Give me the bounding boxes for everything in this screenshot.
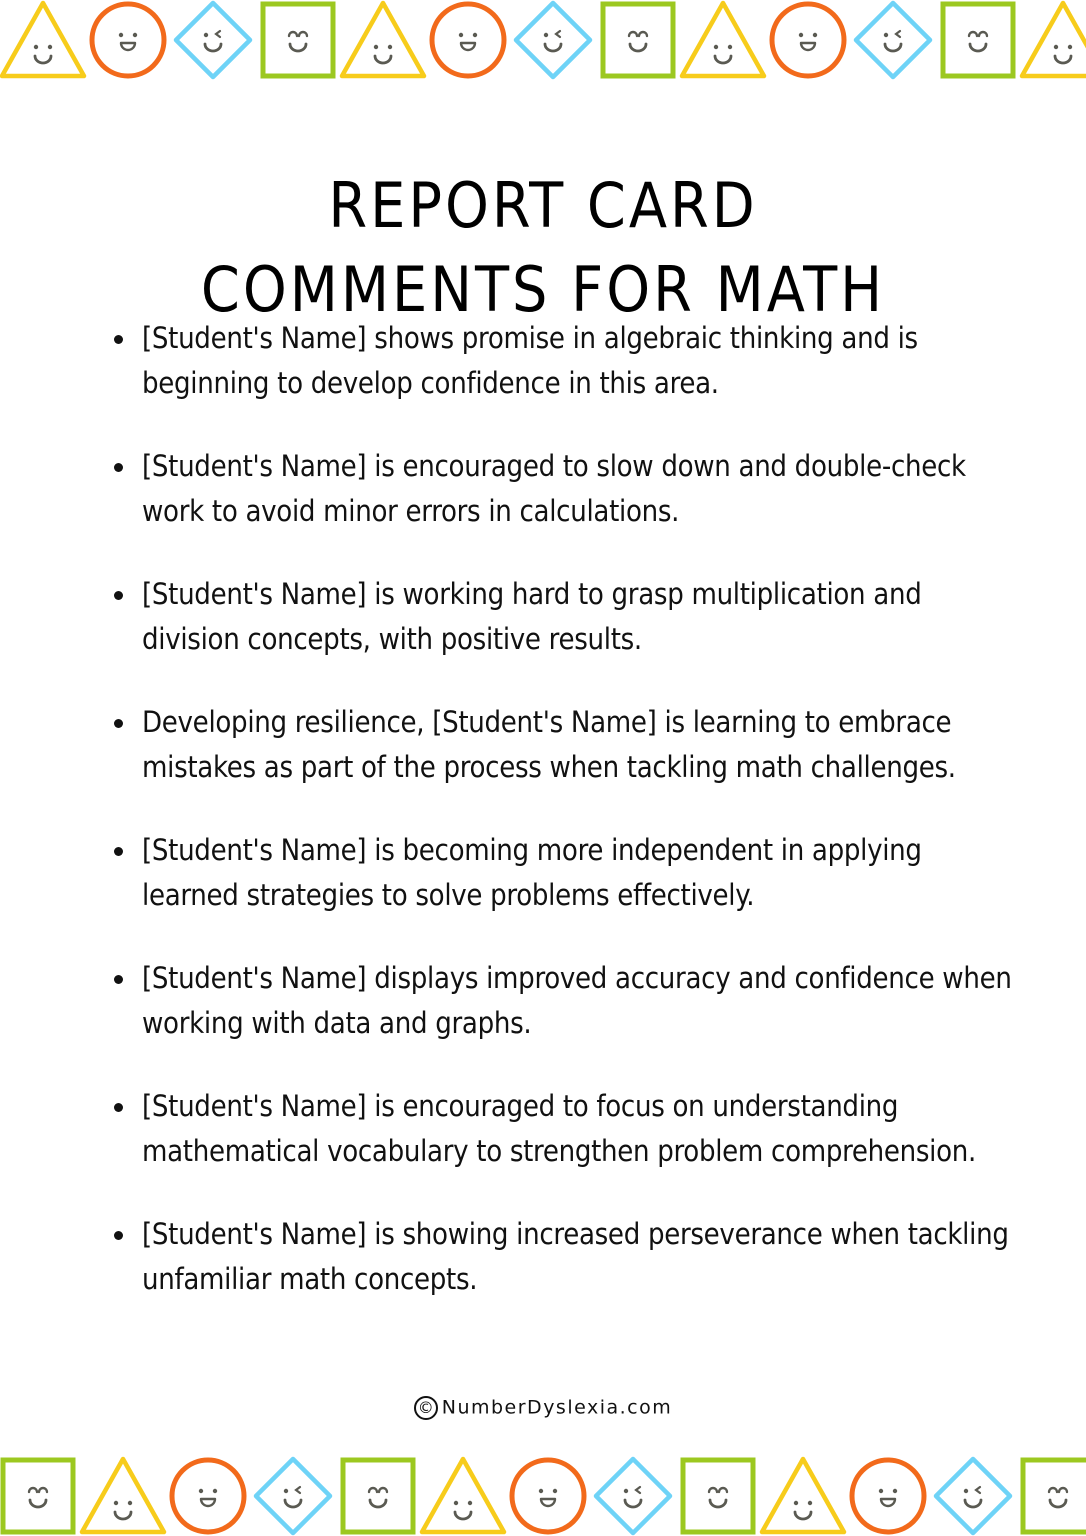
- comments-list: [112, 316, 1012, 1340]
- title-line-1: REPORT CARD: [328, 168, 758, 242]
- comment-item: [Student's Name] is showing increased perseverance when tackling unfamiliar math concepts.: [112, 1212, 1012, 1302]
- footer-credit: [0, 1396, 1086, 1420]
- comment-item: [Student's Name] is working hard to grasp multiplication and division concepts, with positive results.: [112, 572, 1012, 662]
- site-name: NumberDyslexia.com: [441, 1396, 673, 1419]
- comment-item: [Student's Name] is becoming more independent in applying learned strategies to solve problems effectively.: [112, 828, 1012, 918]
- comment-item: Developing resilience, [Student's Name] is learning to embrace mistakes as part of the process when tackling math challenges.: [112, 700, 1012, 790]
- smiley-shapes-icon: [0, 1456, 1086, 1536]
- comment-item: [Student's Name] is encouraged to focus on understanding mathematical vocabulary to strengthen problem comprehension.: [112, 1084, 1012, 1174]
- copyright-icon: ©: [414, 1396, 438, 1420]
- smiley-shapes-icon: [0, 0, 1086, 80]
- top-decorative-border: [0, 0, 1086, 80]
- title-line-2: COMMENTS FOR MATH: [200, 252, 886, 326]
- page-title: [0, 164, 1086, 332]
- bottom-decorative-border: [0, 1456, 1086, 1536]
- comment-item: [Student's Name] displays improved accuracy and confidence when working with data and graphs.: [112, 956, 1012, 1046]
- comment-item: [Student's Name] shows promise in algebraic thinking and is beginning to develop confidence in this area.: [112, 316, 1012, 406]
- comment-item: [Student's Name] is encouraged to slow down and double-check work to avoid minor errors in calculations.: [112, 444, 1012, 534]
